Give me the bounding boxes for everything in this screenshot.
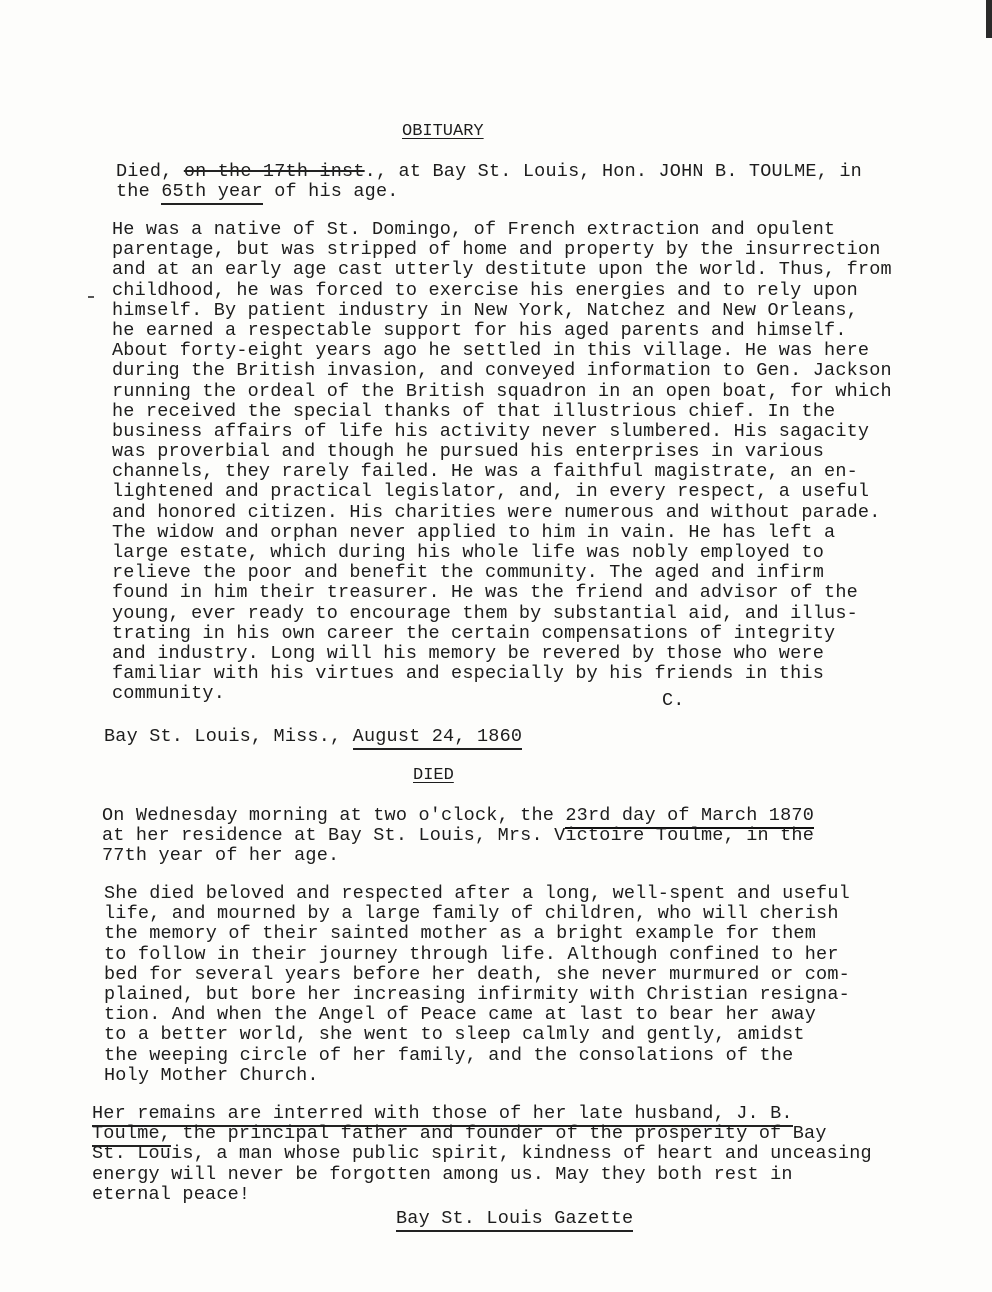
obituary-body-line: trating in his own career the certain compensations of integrity: [112, 622, 836, 644]
obituary-body-line: and honored citizen. His charities were numerous and without parade.: [112, 501, 881, 523]
intro-date-phrase: on the 17th inst: [183, 161, 365, 182]
intro-age-phrase: 65th year: [161, 181, 263, 205]
obituary-body-line: business affairs of life his activity never slumbered. His sagacity: [112, 420, 870, 442]
intro-text-died: Died,: [116, 161, 184, 182]
died-body-line: life, and mourned by a large family of children, who will cherish: [104, 903, 839, 925]
died-closing: [92, 1104, 932, 1205]
died-body-line: the weeping circle of her family, and the consolations of the: [104, 1044, 794, 1066]
died-body-line: bed for several years before her death, she never murmured or com-: [104, 963, 850, 985]
stray-pen-mark: [88, 296, 94, 298]
closing-line: St. Louis, a man whose public spirit, kindness of heart and unceasing: [92, 1143, 872, 1165]
obituary-body-line: The widow and orphan never applied to him in vain. He has left a: [112, 521, 836, 543]
obituary-body-line: channels, they rarely failed. He was a faithful magistrate, an en-: [112, 461, 858, 483]
obituary-body-line: running the ordeal of the British squadron in an open boat, for which: [112, 380, 892, 402]
obituary-body: [112, 220, 952, 705]
died-body-line: plained, but bore her increasing infirmity with Christian resigna-: [104, 983, 850, 1005]
closing-remains-text: Her remains are interred with those of her late husband, J. B.: [92, 1103, 793, 1127]
obituary-intro: [116, 162, 956, 202]
obituary-body-line: was proverbial and though he pursued his enterprises in various: [112, 441, 825, 463]
obituary-body-line: parentage, but was stripped of home and property by the insurrection: [112, 239, 881, 261]
died-body-line: She died beloved and respected after a long, well-spent and useful: [104, 883, 850, 904]
obituary-body-line: found in him their treasurer. He was the friend and advisor of the: [112, 582, 858, 604]
intro-text-age: of his age.: [262, 181, 399, 203]
died-body-line: the memory of their sainted mother as a bright example for them: [104, 923, 817, 945]
closing-rest: [92, 1144, 932, 1205]
gazette-source: [396, 1208, 633, 1229]
died-body: [104, 884, 944, 1086]
closing-line: energy will never be forgotten among us. May they both rest in: [92, 1163, 793, 1185]
obituary-body-line: About forty-eight years ago he settled in this village. He was here: [112, 340, 870, 362]
died-body-line: to follow in their journey through life. Although confined to her: [104, 943, 839, 965]
obituary-body-line: relieve the poor and benefit the community. The aged and infirm: [112, 562, 825, 584]
obituary-body-line: He was a native of St. Domingo, of French extraction and opulent: [112, 219, 836, 240]
died-date-phrase: 23rd day of March 1870: [565, 805, 814, 829]
gazette-source-text: Bay St. Louis Gazette: [396, 1208, 633, 1232]
closing-line-2: [92, 1124, 932, 1144]
closing-husband-name: Toulme,: [92, 1123, 171, 1147]
closing-line-1: [92, 1104, 932, 1124]
obituary-body-line: himself. By patient industry in New York, Natchez and New Orleans,: [112, 299, 858, 321]
obituary-body-line: during the British invasion, and conveyed information to Gen. Jackson: [112, 360, 892, 382]
intro-line-1: [116, 162, 956, 182]
obituary-body-line: and industry. Long will his memory be revered by those who were: [112, 642, 825, 664]
obituary-body-line: childhood, he was forced to exercise his energies and to rely upon: [112, 279, 858, 301]
obituary-heading: OBITUARY: [402, 122, 484, 141]
obituary-body-line: he received the special thanks of that illustrious chief. In the: [112, 400, 836, 422]
died-intro-rest: [102, 826, 942, 866]
closing-line-2-rest: the principal father and founder of the prosperity of Bay: [171, 1123, 827, 1145]
closing-line: eternal peace!: [92, 1183, 251, 1205]
died-intro-line: at her residence at Bay St. Louis, Mrs. Victoire Toulme, in the: [102, 825, 815, 847]
intro-line-2: [116, 182, 956, 202]
dateline-place: Bay St. Louis, Miss.,: [104, 726, 353, 747]
obituary-body-line: young, ever ready to encourage them by substantial aid, and illus-: [112, 602, 858, 624]
obituary-body-line: and at an early age cast utterly destitute upon the world. Thus, from: [112, 259, 892, 281]
died-intro-text: On Wednesday morning at two o'clock, the: [102, 805, 566, 826]
died-body-line: tion. And when the Angel of Peace came at last to bear her away: [104, 1004, 817, 1026]
died-intro: [102, 806, 942, 867]
obituary-signature: C.: [662, 690, 685, 711]
obituary-body-line: he earned a respectable support for his aged parents and himself.: [112, 319, 847, 341]
died-intro-line-1: [102, 806, 942, 826]
obituary-body-line: lightened and practical legislator, and, in every respect, a useful: [112, 481, 870, 503]
dateline-date: August 24, 1860: [353, 726, 523, 750]
died-body-line: to a better world, she went to sleep calmly and gently, amidst: [104, 1024, 805, 1046]
died-intro-line: 77th year of her age.: [102, 845, 340, 867]
intro-text-place: ., at Bay St. Louis, Hon. JOHN B. TOULME, in: [364, 161, 862, 182]
obituary-dateline: [104, 726, 522, 747]
obituary-body-line: community.: [112, 683, 226, 705]
obituary-body-line: familiar with his virtues and especially by his friends in this: [112, 663, 825, 685]
obituary-body-line: large estate, which during his whole life was nobly employed to: [112, 542, 825, 563]
died-body-line: Holy Mother Church.: [104, 1064, 319, 1086]
intro-text-the: the: [116, 181, 162, 203]
scan-edge-mark: [986, 0, 992, 38]
died-heading: DIED: [413, 766, 454, 785]
